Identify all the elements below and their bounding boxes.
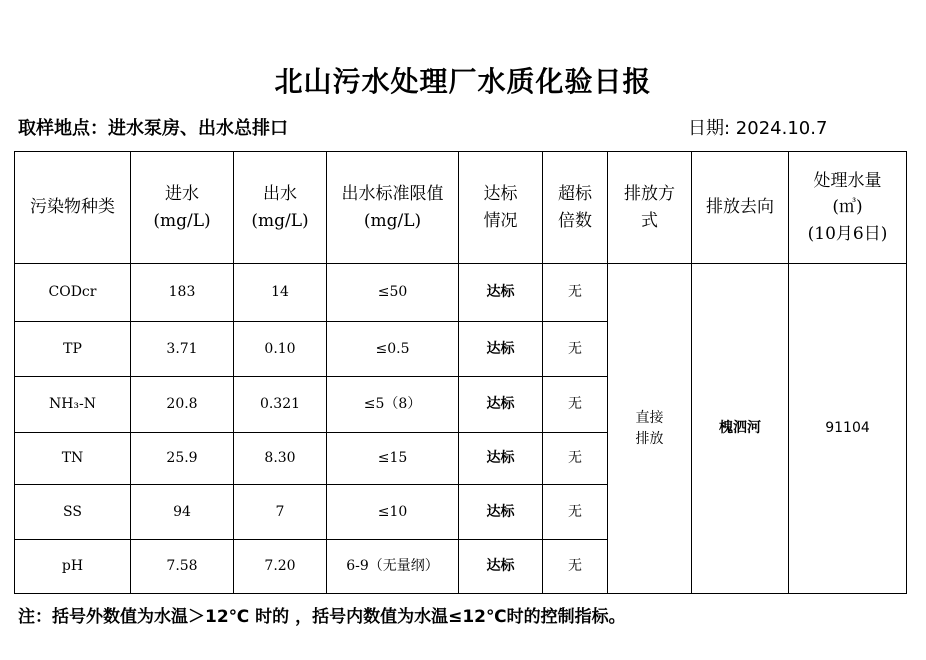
footnote: 注：括号外数值为水温＞12℃ 时的 ，括号内数值为水温≤12℃时的控制指标。 [18, 607, 626, 627]
over-value: 无 [543, 433, 608, 485]
limit-value: ≤5（8） [327, 377, 459, 433]
limit-value: 6-9（无量纲） [327, 540, 459, 594]
limit-value: ≤10 [327, 485, 459, 540]
pollutant-name: TN [15, 433, 131, 485]
limit-value: ≤0.5 [327, 322, 459, 377]
water-quality-table [14, 151, 907, 594]
header-over: 超标 倍数 [543, 152, 608, 264]
sampling-location: 取样地点：进水泵房、出水总排口 [18, 118, 288, 139]
limit-value: ≤15 [327, 433, 459, 485]
report-date: 日期: 2024.10.7 [688, 118, 828, 139]
over-value: 无 [543, 485, 608, 540]
influent-value: 7.58 [131, 540, 234, 594]
discharge-direction: 槐泗河 [692, 264, 789, 594]
influent-value: 20.8 [131, 377, 234, 433]
header-row [15, 152, 907, 264]
effluent-value: 0.10 [234, 322, 327, 377]
effluent-value: 8.30 [234, 433, 327, 485]
status-value: 达标 [459, 485, 543, 540]
effluent-value: 7 [234, 485, 327, 540]
header-method: 排放方 式 [608, 152, 692, 264]
influent-value: 94 [131, 485, 234, 540]
status-value: 达标 [459, 377, 543, 433]
header-direction: 排放去向 [692, 152, 789, 264]
pollutant-name: pH [15, 540, 131, 594]
header-pollutant: 污染物种类 [15, 152, 131, 264]
over-value: 无 [543, 377, 608, 433]
pollutant-name: SS [15, 485, 131, 540]
influent-value: 183 [131, 264, 234, 322]
pollutant-name: TP [15, 322, 131, 377]
table-row [15, 264, 907, 322]
over-value: 无 [543, 322, 608, 377]
over-value: 无 [543, 540, 608, 594]
status-value: 达标 [459, 540, 543, 594]
effluent-value: 7.20 [234, 540, 327, 594]
effluent-value: 14 [234, 264, 327, 322]
over-value: 无 [543, 264, 608, 322]
header-effluent: 出水 (mg/L) [234, 152, 327, 264]
status-value: 达标 [459, 264, 543, 322]
pollutant-name: NH₃-N [15, 377, 131, 433]
effluent-value: 0.321 [234, 377, 327, 433]
treated-volume: 91104 [789, 264, 907, 594]
limit-value: ≤50 [327, 264, 459, 322]
status-value: 达标 [459, 433, 543, 485]
header-limit: 出水标准限值 (mg/L) [327, 152, 459, 264]
influent-value: 3.71 [131, 322, 234, 377]
header-influent: 进水 (mg/L) [131, 152, 234, 264]
influent-value: 25.9 [131, 433, 234, 485]
header-volume: 处理水量 (㎥) (10月6日) [789, 152, 907, 264]
status-value: 达标 [459, 322, 543, 377]
discharge-method: 直接 排放 [608, 264, 692, 594]
header-status: 达标 情况 [459, 152, 543, 264]
report-title: 北山污水处理厂水质化验日报 [274, 65, 652, 98]
pollutant-name: CODcr [15, 264, 131, 322]
